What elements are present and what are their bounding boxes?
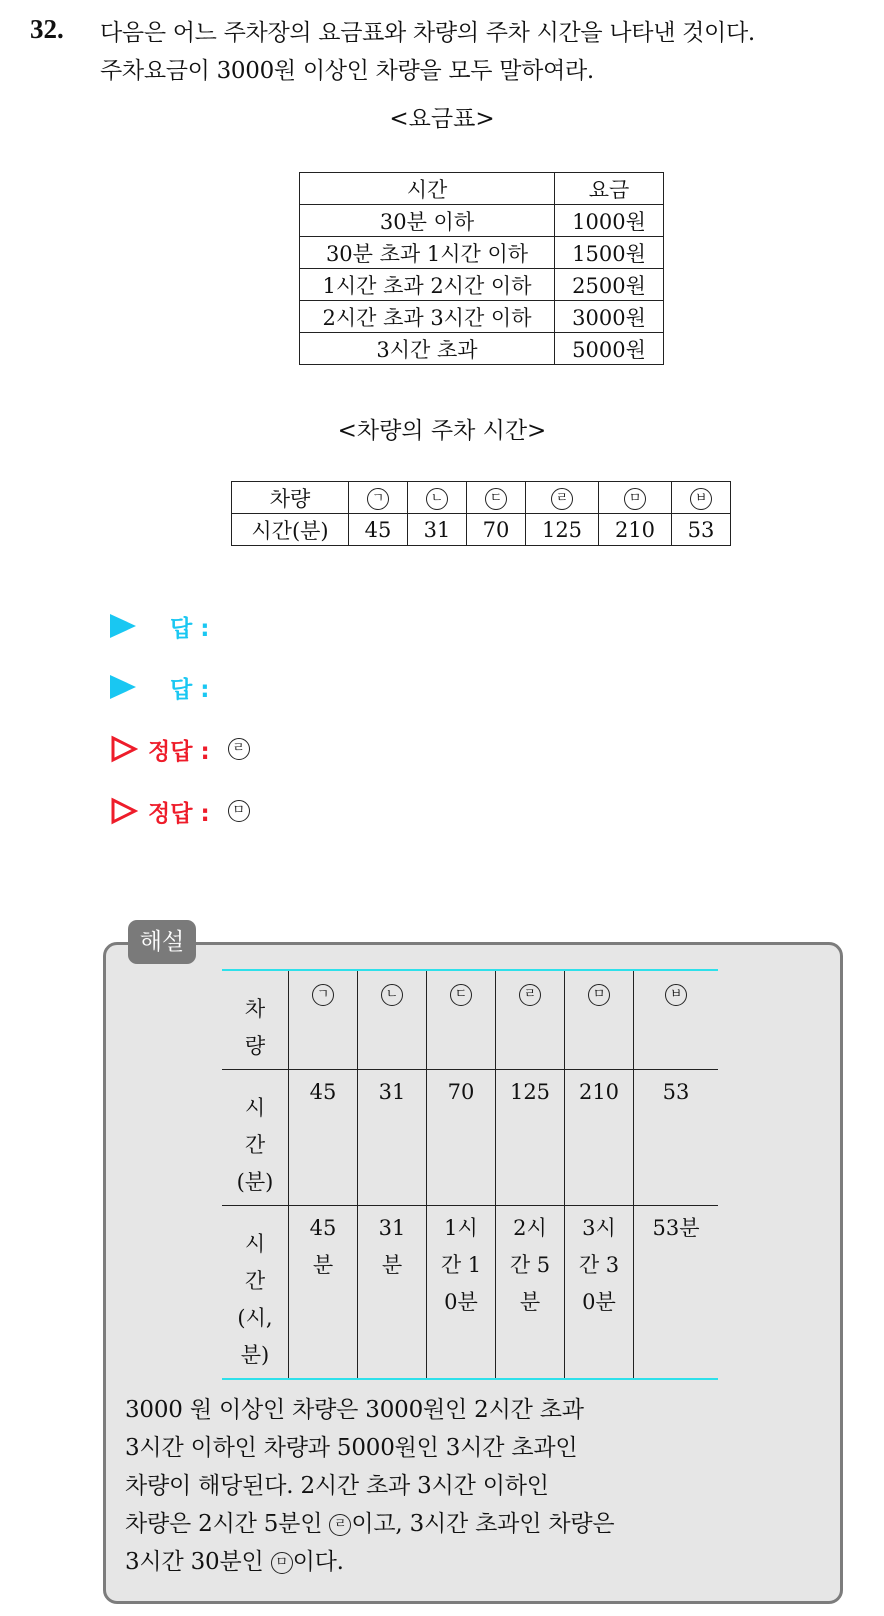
- solution-row-hm: [222, 1206, 718, 1380]
- solution-row-minutes: [222, 1070, 718, 1206]
- solution-minutes-cell: 53: [634, 1070, 719, 1206]
- minutes-cell: 53: [672, 514, 731, 546]
- answer-blank-row: [110, 610, 209, 642]
- outline-triangle-icon: [110, 735, 138, 763]
- car-symbol: ㅂ: [665, 984, 687, 1006]
- car-symbol: ㄷ: [450, 984, 472, 1006]
- solution-line: 3시간 이하인 차량과 5000원인 3시간 초과인: [125, 1435, 578, 1461]
- fee-row: [300, 301, 664, 333]
- car-symbol: ㄹ: [329, 1514, 351, 1536]
- car-symbol: ㄹ: [519, 984, 541, 1006]
- minutes-cell: 210: [599, 514, 672, 546]
- fee-row: [300, 205, 664, 237]
- fee-table-caption: <요금표>: [389, 106, 495, 132]
- car-cell: [349, 482, 408, 514]
- solution-hm-cell: 3시간 30분: [565, 1206, 634, 1380]
- minutes-row-label: 시간(분): [232, 514, 349, 546]
- correct-answer-row: [110, 795, 250, 827]
- solution-minutes-cell: 31: [358, 1070, 427, 1206]
- fee-header-fee: 요금: [555, 173, 664, 205]
- solution-car-cell: [289, 970, 358, 1070]
- car-cell: [526, 482, 599, 514]
- fee-table: [299, 172, 664, 365]
- car-parking-table: [231, 481, 731, 546]
- solution-minutes-cell: 45: [289, 1070, 358, 1206]
- correct-answer-value: ㅁ: [228, 800, 250, 822]
- outline-triangle-icon: [110, 797, 138, 825]
- fee-row: [300, 269, 664, 301]
- minutes-cell: 31: [408, 514, 467, 546]
- car-row-label: 차량: [232, 482, 349, 514]
- fee-row-time: 30분 초과 1시간 이하: [300, 237, 555, 269]
- solution-hm-cell: 2시간 5분: [496, 1206, 565, 1380]
- correct-answer-row: [110, 733, 250, 765]
- fee-row-time: 2시간 초과 3시간 이하: [300, 301, 555, 333]
- fee-row-fee: 3000원: [555, 301, 664, 333]
- filled-triangle-icon: [110, 614, 136, 638]
- solution-car-cell: [496, 970, 565, 1070]
- answer-blank-row: [110, 671, 209, 703]
- car-cell: [672, 482, 731, 514]
- question-number: 32.: [30, 14, 64, 44]
- solution-line: 차량이 해당된다. 2시간 초과 3시간 이하인: [125, 1473, 549, 1499]
- fee-row-fee: 1000원: [555, 205, 664, 237]
- solution-row-label: 차량: [222, 970, 289, 1070]
- solution-line: 차량은 2시간 5분인 ㄹ 이고, 3시간 초과인 차량은: [125, 1511, 615, 1537]
- car-symbol: ㄹ: [551, 488, 573, 510]
- solution-car-cell: [427, 970, 496, 1070]
- solution-car-cell: [634, 970, 719, 1070]
- solution-row-cars: [222, 970, 718, 1070]
- correct-answer-label: 정답 :: [148, 800, 210, 827]
- solution-hm-cell: 53분: [634, 1206, 719, 1380]
- solution-car-cell: [358, 970, 427, 1070]
- solution-row-label: 시간(시, 분): [222, 1206, 289, 1380]
- fee-table-header: [300, 173, 664, 205]
- minutes-cell: 45: [349, 514, 408, 546]
- car-symbol: ㄴ: [381, 984, 403, 1006]
- solution-car-cell: [565, 970, 634, 1070]
- car-table-row-cars: [232, 482, 731, 514]
- solution-line: 3000 원 이상인 차량은 3000원인 2시간 초과: [125, 1397, 584, 1423]
- minutes-cell: 125: [526, 514, 599, 546]
- car-symbol: ㄱ: [367, 488, 389, 510]
- minutes-cell: 70: [467, 514, 526, 546]
- solution-hm-cell: 1시간 10분: [427, 1206, 496, 1380]
- solution-text: [125, 1391, 614, 1581]
- fee-row-fee: 2500원: [555, 269, 664, 301]
- car-symbol: ㄷ: [485, 488, 507, 510]
- car-symbol: ㅁ: [588, 984, 610, 1006]
- solution-minutes-cell: 70: [427, 1070, 496, 1206]
- solution-hm-cell: 45분: [289, 1206, 358, 1380]
- answer-label: 답 :: [170, 676, 210, 703]
- fee-row-fee: 5000원: [555, 333, 664, 365]
- solution-hm-cell: 31분: [358, 1206, 427, 1380]
- car-cell: [408, 482, 467, 514]
- fee-row-time: 1시간 초과 2시간 이하: [300, 269, 555, 301]
- car-symbol: ㅂ: [690, 488, 712, 510]
- filled-triangle-icon: [110, 675, 136, 699]
- correct-answer-label: 정답 :: [148, 738, 210, 765]
- solution-tag: 해설: [128, 920, 196, 964]
- question-text-line2: 주차요금이 3000원 이상인 차량을 모두 말하여라.: [100, 58, 594, 84]
- car-cell: [599, 482, 672, 514]
- solution-row-label: 시간(분): [222, 1070, 289, 1206]
- car-table-caption: <차량의 주차 시간>: [337, 418, 547, 444]
- solution-minutes-cell: 210: [565, 1070, 634, 1206]
- solution-line: 3시간 30분인 ㅁ 이다.: [125, 1549, 344, 1575]
- fee-row: [300, 333, 664, 365]
- car-symbol: ㄴ: [426, 488, 448, 510]
- fee-row: [300, 237, 664, 269]
- question-text-line1: 다음은 어느 주차장의 요금표와 차량의 주차 시간을 나타낸 것이다.: [100, 20, 755, 46]
- fee-row-time: 30분 이하: [300, 205, 555, 237]
- car-table-row-minutes: [232, 514, 731, 546]
- fee-header-time: 시간: [300, 173, 555, 205]
- solution-table: [222, 969, 718, 1380]
- fee-row-time: 3시간 초과: [300, 333, 555, 365]
- car-symbol: ㅁ: [271, 1552, 293, 1574]
- solution-minutes-cell: 125: [496, 1070, 565, 1206]
- correct-answer-value: ㄹ: [228, 738, 250, 760]
- car-symbol: ㅁ: [624, 488, 646, 510]
- car-cell: [467, 482, 526, 514]
- car-symbol: ㄱ: [312, 984, 334, 1006]
- fee-row-fee: 1500원: [555, 237, 664, 269]
- answer-label: 답 :: [170, 615, 210, 642]
